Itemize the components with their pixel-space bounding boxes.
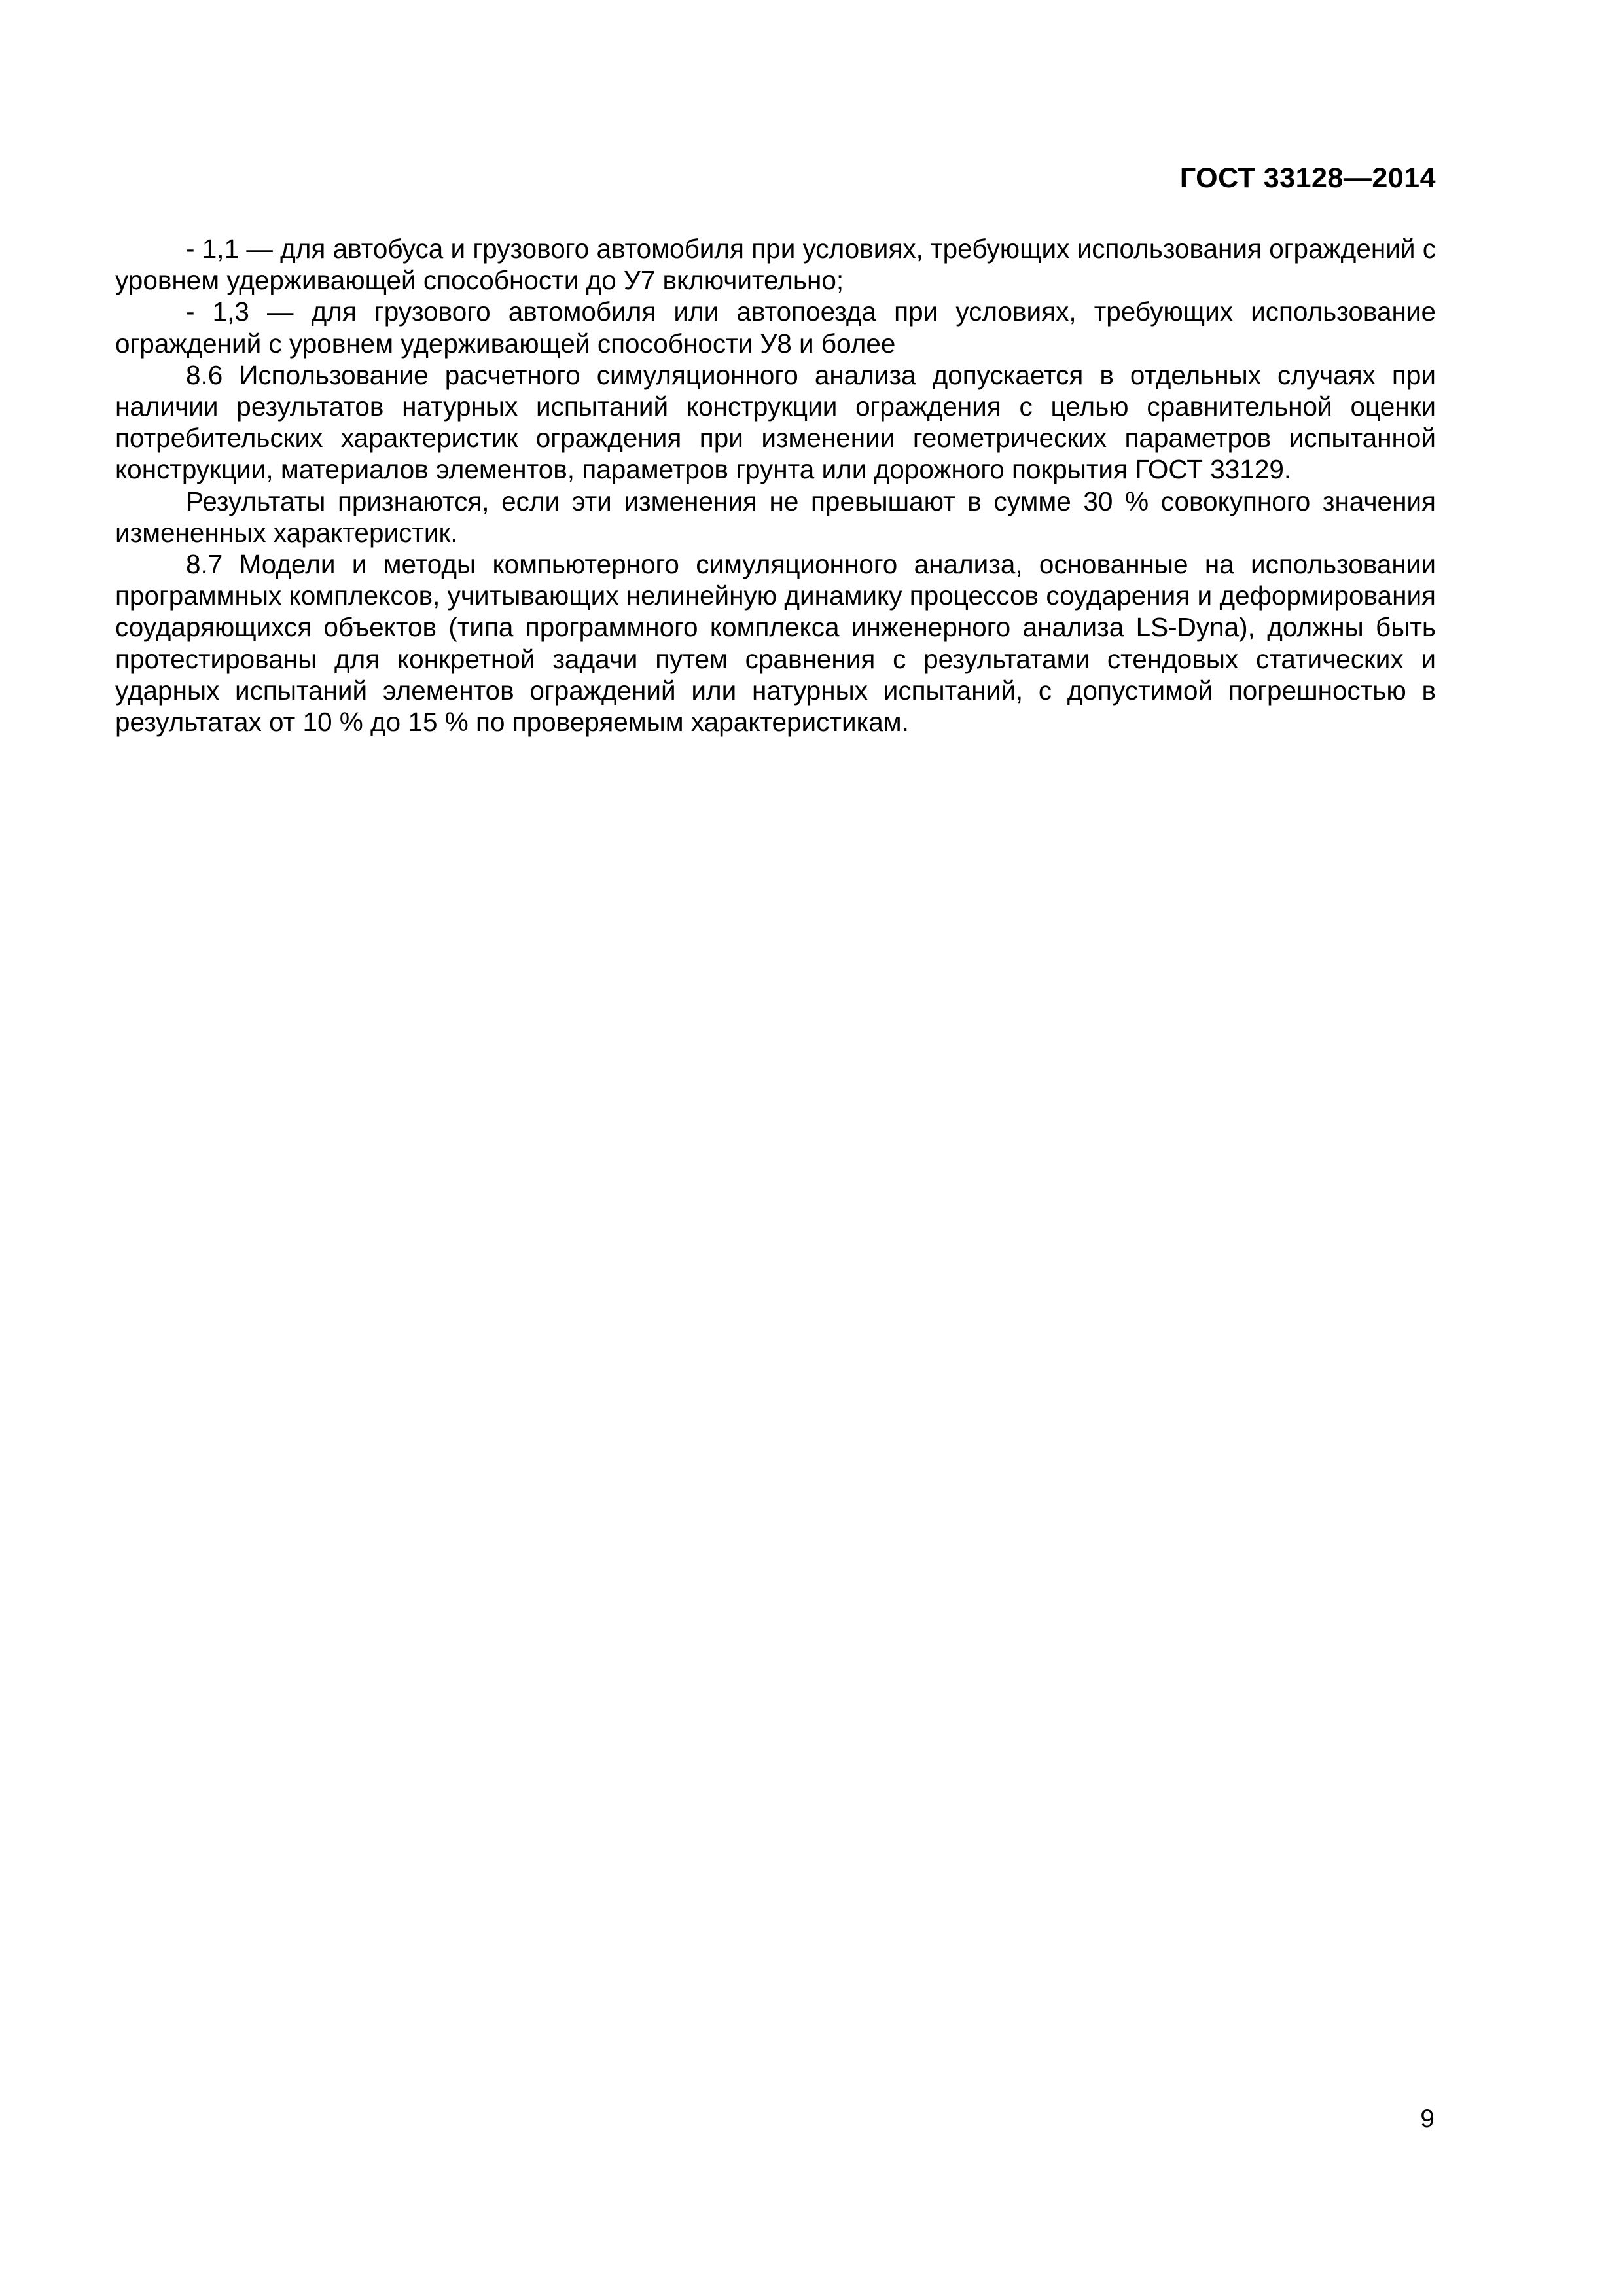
document-body <box>115 233 1436 738</box>
clause-8-6: 8.6 Использование расчетного симуляционного анализа допускается в отдельных случаях при наличии результатов натурных испытаний конструкции ограждения с целью сравнительной оценки потребительских характеристик ограждения при изменении геометрических параметров испытанной конструкции, материалов элементов, параметров грунта или дорожного покрытия ГОСТ 33129. <box>115 359 1436 485</box>
page-number: 9 <box>1420 2105 1435 2133</box>
list-item-truck-road-train: - 1,3 — для грузового автомобиля или автопоезда при условиях, требующих использование ограждений с уровнем удерживающей способности У8 и более <box>115 296 1436 359</box>
clause-8-6-results: Результаты признаются, если эти изменения не превышают в сумме 30 % совокупного значения измененных характеристик. <box>115 486 1436 548</box>
document-header: ГОСТ 33128—2014 <box>1179 162 1436 194</box>
list-item-bus-truck: - 1,1 — для автобуса и грузового автомобиля при условиях, требующих использования ограждений с уровнем удерживающей способности до У7 включительно; <box>115 234 1436 296</box>
clause-8-7: 8.7 Модели и методы компьютерного симуляционного анализа, основанные на использовании программных комплексов, учитывающих нелинейную динамику процессов соударения и деформирования соударяющихся объектов (типа программного комплекса инженерного анализа LS-Dyna), должны быть протестированы для конкретной задачи путем сравнения с результатами стендовых статических и ударных испытаний элементов ограждений или натурных испытаний, с допустимой погрешностью в результатах от 10 % до 15 % по проверяемым характеристикам. <box>115 549 1436 738</box>
